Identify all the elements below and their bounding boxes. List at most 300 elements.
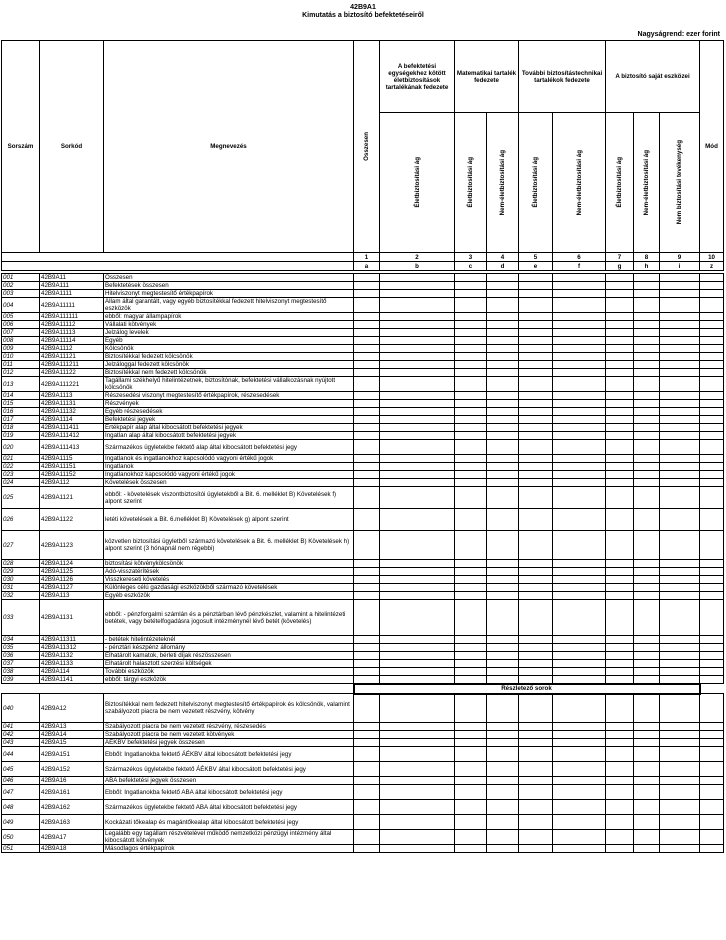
value-cell[interactable] xyxy=(487,290,519,298)
value-cell[interactable] xyxy=(455,584,487,592)
value-cell[interactable] xyxy=(519,479,553,487)
value-cell[interactable] xyxy=(660,676,700,684)
value-cell[interactable] xyxy=(455,731,487,739)
value-cell[interactable] xyxy=(553,416,606,424)
value-cell[interactable] xyxy=(487,723,519,731)
value-cell[interactable] xyxy=(553,471,606,479)
value-cell[interactable] xyxy=(354,636,380,644)
value-cell[interactable] xyxy=(634,785,660,800)
value-cell[interactable] xyxy=(380,290,455,298)
value-cell[interactable] xyxy=(455,424,487,432)
value-cell[interactable] xyxy=(660,576,700,584)
value-cell[interactable] xyxy=(634,592,660,600)
value-cell[interactable] xyxy=(553,592,606,600)
value-cell[interactable] xyxy=(455,274,487,282)
value-cell[interactable] xyxy=(519,455,553,463)
value-cell[interactable] xyxy=(634,531,660,560)
value-cell[interactable] xyxy=(700,676,724,684)
value-cell[interactable] xyxy=(519,369,553,377)
value-cell[interactable] xyxy=(380,747,455,762)
value-cell[interactable] xyxy=(700,440,724,455)
value-cell[interactable] xyxy=(700,471,724,479)
value-cell[interactable] xyxy=(380,652,455,660)
value-cell[interactable] xyxy=(487,800,519,815)
value-cell[interactable] xyxy=(634,584,660,592)
value-cell[interactable] xyxy=(487,424,519,432)
value-cell[interactable] xyxy=(354,762,380,777)
value-cell[interactable] xyxy=(606,337,634,345)
value-cell[interactable] xyxy=(660,785,700,800)
value-cell[interactable] xyxy=(700,531,724,560)
value-cell[interactable] xyxy=(700,568,724,576)
value-cell[interactable] xyxy=(455,361,487,369)
value-cell[interactable] xyxy=(660,353,700,361)
value-cell[interactable] xyxy=(634,345,660,353)
value-cell[interactable] xyxy=(660,377,700,392)
value-cell[interactable] xyxy=(380,592,455,600)
value-cell[interactable] xyxy=(354,800,380,815)
value-cell[interactable] xyxy=(380,644,455,652)
value-cell[interactable] xyxy=(487,777,519,785)
value-cell[interactable] xyxy=(634,290,660,298)
value-cell[interactable] xyxy=(606,815,634,830)
value-cell[interactable] xyxy=(519,576,553,584)
value-cell[interactable] xyxy=(700,600,724,636)
value-cell[interactable] xyxy=(553,694,606,723)
value-cell[interactable] xyxy=(634,845,660,853)
value-cell[interactable] xyxy=(606,353,634,361)
value-cell[interactable] xyxy=(487,432,519,440)
value-cell[interactable] xyxy=(380,531,455,560)
value-cell[interactable] xyxy=(519,440,553,455)
value-cell[interactable] xyxy=(354,777,380,785)
value-cell[interactable] xyxy=(519,777,553,785)
value-cell[interactable] xyxy=(660,830,700,845)
value-cell[interactable] xyxy=(487,668,519,676)
value-cell[interactable] xyxy=(700,479,724,487)
value-cell[interactable] xyxy=(606,416,634,424)
value-cell[interactable] xyxy=(660,762,700,777)
value-cell[interactable] xyxy=(487,592,519,600)
value-cell[interactable] xyxy=(660,652,700,660)
value-cell[interactable] xyxy=(487,739,519,747)
value-cell[interactable] xyxy=(455,313,487,321)
value-cell[interactable] xyxy=(487,274,519,282)
value-cell[interactable] xyxy=(354,298,380,313)
value-cell[interactable] xyxy=(354,290,380,298)
value-cell[interactable] xyxy=(487,531,519,560)
value-cell[interactable] xyxy=(455,830,487,845)
value-cell[interactable] xyxy=(660,290,700,298)
value-cell[interactable] xyxy=(380,313,455,321)
value-cell[interactable] xyxy=(455,600,487,636)
value-cell[interactable] xyxy=(606,652,634,660)
value-cell[interactable] xyxy=(700,290,724,298)
value-cell[interactable] xyxy=(380,676,455,684)
value-cell[interactable] xyxy=(606,329,634,337)
value-cell[interactable] xyxy=(700,337,724,345)
value-cell[interactable] xyxy=(700,416,724,424)
value-cell[interactable] xyxy=(455,560,487,568)
value-cell[interactable] xyxy=(354,600,380,636)
value-cell[interactable] xyxy=(455,592,487,600)
value-cell[interactable] xyxy=(634,676,660,684)
value-cell[interactable] xyxy=(487,584,519,592)
value-cell[interactable] xyxy=(606,747,634,762)
value-cell[interactable] xyxy=(553,408,606,416)
value-cell[interactable] xyxy=(700,282,724,290)
value-cell[interactable] xyxy=(553,313,606,321)
value-cell[interactable] xyxy=(487,369,519,377)
value-cell[interactable] xyxy=(487,282,519,290)
value-cell[interactable] xyxy=(553,584,606,592)
value-cell[interactable] xyxy=(487,694,519,723)
value-cell[interactable] xyxy=(455,668,487,676)
value-cell[interactable] xyxy=(354,644,380,652)
value-cell[interactable] xyxy=(553,762,606,777)
value-cell[interactable] xyxy=(455,785,487,800)
value-cell[interactable] xyxy=(634,282,660,290)
value-cell[interactable] xyxy=(660,432,700,440)
value-cell[interactable] xyxy=(606,290,634,298)
value-cell[interactable] xyxy=(380,576,455,584)
value-cell[interactable] xyxy=(380,463,455,471)
value-cell[interactable] xyxy=(634,652,660,660)
value-cell[interactable] xyxy=(634,600,660,636)
value-cell[interactable] xyxy=(606,584,634,592)
value-cell[interactable] xyxy=(519,636,553,644)
value-cell[interactable] xyxy=(455,509,487,531)
value-cell[interactable] xyxy=(519,361,553,369)
value-cell[interactable] xyxy=(487,408,519,416)
value-cell[interactable] xyxy=(380,353,455,361)
value-cell[interactable] xyxy=(606,568,634,576)
value-cell[interactable] xyxy=(634,471,660,479)
value-cell[interactable] xyxy=(634,321,660,329)
value-cell[interactable] xyxy=(354,815,380,830)
value-cell[interactable] xyxy=(606,739,634,747)
value-cell[interactable] xyxy=(606,668,634,676)
value-cell[interactable] xyxy=(455,471,487,479)
value-cell[interactable] xyxy=(380,568,455,576)
value-cell[interactable] xyxy=(487,353,519,361)
value-cell[interactable] xyxy=(660,660,700,668)
value-cell[interactable] xyxy=(606,440,634,455)
value-cell[interactable] xyxy=(380,329,455,337)
value-cell[interactable] xyxy=(606,830,634,845)
value-cell[interactable] xyxy=(634,455,660,463)
value-cell[interactable] xyxy=(660,668,700,676)
value-cell[interactable] xyxy=(354,392,380,400)
value-cell[interactable] xyxy=(553,361,606,369)
value-cell[interactable] xyxy=(553,644,606,652)
value-cell[interactable] xyxy=(634,377,660,392)
value-cell[interactable] xyxy=(660,329,700,337)
value-cell[interactable] xyxy=(354,668,380,676)
value-cell[interactable] xyxy=(606,723,634,731)
value-cell[interactable] xyxy=(354,739,380,747)
value-cell[interactable] xyxy=(553,600,606,636)
value-cell[interactable] xyxy=(487,815,519,830)
value-cell[interactable] xyxy=(553,369,606,377)
value-cell[interactable] xyxy=(634,815,660,830)
value-cell[interactable] xyxy=(354,329,380,337)
value-cell[interactable] xyxy=(354,353,380,361)
value-cell[interactable] xyxy=(634,762,660,777)
value-cell[interactable] xyxy=(380,369,455,377)
value-cell[interactable] xyxy=(634,660,660,668)
value-cell[interactable] xyxy=(634,369,660,377)
value-cell[interactable] xyxy=(354,440,380,455)
value-cell[interactable] xyxy=(660,584,700,592)
value-cell[interactable] xyxy=(380,668,455,676)
value-cell[interactable] xyxy=(700,739,724,747)
value-cell[interactable] xyxy=(660,408,700,416)
value-cell[interactable] xyxy=(634,392,660,400)
value-cell[interactable] xyxy=(634,568,660,576)
value-cell[interactable] xyxy=(380,660,455,668)
value-cell[interactable] xyxy=(380,800,455,815)
value-cell[interactable] xyxy=(660,455,700,463)
value-cell[interactable] xyxy=(660,644,700,652)
value-cell[interactable] xyxy=(700,845,724,853)
value-cell[interactable] xyxy=(519,487,553,509)
value-cell[interactable] xyxy=(354,694,380,723)
value-cell[interactable] xyxy=(634,723,660,731)
value-cell[interactable] xyxy=(380,298,455,313)
value-cell[interactable] xyxy=(700,361,724,369)
value-cell[interactable] xyxy=(700,509,724,531)
value-cell[interactable] xyxy=(606,636,634,644)
value-cell[interactable] xyxy=(380,777,455,785)
value-cell[interactable] xyxy=(553,509,606,531)
value-cell[interactable] xyxy=(455,568,487,576)
value-cell[interactable] xyxy=(380,337,455,345)
value-cell[interactable] xyxy=(487,830,519,845)
value-cell[interactable] xyxy=(700,455,724,463)
value-cell[interactable] xyxy=(380,282,455,290)
value-cell[interactable] xyxy=(700,377,724,392)
value-cell[interactable] xyxy=(634,644,660,652)
value-cell[interactable] xyxy=(660,369,700,377)
value-cell[interactable] xyxy=(700,731,724,739)
value-cell[interactable] xyxy=(380,487,455,509)
value-cell[interactable] xyxy=(455,353,487,361)
value-cell[interactable] xyxy=(634,777,660,785)
value-cell[interactable] xyxy=(606,487,634,509)
value-cell[interactable] xyxy=(455,739,487,747)
value-cell[interactable] xyxy=(553,479,606,487)
value-cell[interactable] xyxy=(519,313,553,321)
value-cell[interactable] xyxy=(354,455,380,463)
value-cell[interactable] xyxy=(700,345,724,353)
value-cell[interactable] xyxy=(634,337,660,345)
value-cell[interactable] xyxy=(354,660,380,668)
value-cell[interactable] xyxy=(553,337,606,345)
value-cell[interactable] xyxy=(487,568,519,576)
value-cell[interactable] xyxy=(553,845,606,853)
value-cell[interactable] xyxy=(487,400,519,408)
value-cell[interactable] xyxy=(553,830,606,845)
value-cell[interactable] xyxy=(354,568,380,576)
value-cell[interactable] xyxy=(354,584,380,592)
value-cell[interactable] xyxy=(660,800,700,815)
value-cell[interactable] xyxy=(354,531,380,560)
value-cell[interactable] xyxy=(455,723,487,731)
value-cell[interactable] xyxy=(354,560,380,568)
value-cell[interactable] xyxy=(354,723,380,731)
value-cell[interactable] xyxy=(700,723,724,731)
value-cell[interactable] xyxy=(487,392,519,400)
value-cell[interactable] xyxy=(354,731,380,739)
value-cell[interactable] xyxy=(660,739,700,747)
value-cell[interactable] xyxy=(380,392,455,400)
value-cell[interactable] xyxy=(553,800,606,815)
value-cell[interactable] xyxy=(634,463,660,471)
value-cell[interactable] xyxy=(660,321,700,329)
value-cell[interactable] xyxy=(700,329,724,337)
value-cell[interactable] xyxy=(606,400,634,408)
value-cell[interactable] xyxy=(606,531,634,560)
value-cell[interactable] xyxy=(634,694,660,723)
value-cell[interactable] xyxy=(354,369,380,377)
value-cell[interactable] xyxy=(606,369,634,377)
value-cell[interactable] xyxy=(700,313,724,321)
value-cell[interactable] xyxy=(519,762,553,777)
value-cell[interactable] xyxy=(380,845,455,853)
value-cell[interactable] xyxy=(553,329,606,337)
value-cell[interactable] xyxy=(487,600,519,636)
value-cell[interactable] xyxy=(606,576,634,584)
value-cell[interactable] xyxy=(487,345,519,353)
value-cell[interactable] xyxy=(455,531,487,560)
value-cell[interactable] xyxy=(634,560,660,568)
value-cell[interactable] xyxy=(354,337,380,345)
value-cell[interactable] xyxy=(553,377,606,392)
value-cell[interactable] xyxy=(519,830,553,845)
value-cell[interactable] xyxy=(553,531,606,560)
value-cell[interactable] xyxy=(519,424,553,432)
value-cell[interactable] xyxy=(455,298,487,313)
value-cell[interactable] xyxy=(487,676,519,684)
value-cell[interactable] xyxy=(700,576,724,584)
value-cell[interactable] xyxy=(553,739,606,747)
value-cell[interactable] xyxy=(519,345,553,353)
value-cell[interactable] xyxy=(606,560,634,568)
value-cell[interactable] xyxy=(380,694,455,723)
value-cell[interactable] xyxy=(634,731,660,739)
value-cell[interactable] xyxy=(700,777,724,785)
value-cell[interactable] xyxy=(354,377,380,392)
value-cell[interactable] xyxy=(553,455,606,463)
value-cell[interactable] xyxy=(487,576,519,584)
value-cell[interactable] xyxy=(700,298,724,313)
value-cell[interactable] xyxy=(553,290,606,298)
value-cell[interactable] xyxy=(487,377,519,392)
value-cell[interactable] xyxy=(487,845,519,853)
value-cell[interactable] xyxy=(660,337,700,345)
value-cell[interactable] xyxy=(634,668,660,676)
value-cell[interactable] xyxy=(380,830,455,845)
value-cell[interactable] xyxy=(455,369,487,377)
value-cell[interactable] xyxy=(519,416,553,424)
value-cell[interactable] xyxy=(606,392,634,400)
value-cell[interactable] xyxy=(487,479,519,487)
value-cell[interactable] xyxy=(455,377,487,392)
value-cell[interactable] xyxy=(519,723,553,731)
value-cell[interactable] xyxy=(700,321,724,329)
value-cell[interactable] xyxy=(634,440,660,455)
value-cell[interactable] xyxy=(634,416,660,424)
value-cell[interactable] xyxy=(455,416,487,424)
value-cell[interactable] xyxy=(354,432,380,440)
value-cell[interactable] xyxy=(455,845,487,853)
value-cell[interactable] xyxy=(660,568,700,576)
value-cell[interactable] xyxy=(455,694,487,723)
value-cell[interactable] xyxy=(634,487,660,509)
value-cell[interactable] xyxy=(553,815,606,830)
value-cell[interactable] xyxy=(354,282,380,290)
value-cell[interactable] xyxy=(606,509,634,531)
value-cell[interactable] xyxy=(519,739,553,747)
value-cell[interactable] xyxy=(553,660,606,668)
value-cell[interactable] xyxy=(487,747,519,762)
value-cell[interactable] xyxy=(380,636,455,644)
value-cell[interactable] xyxy=(553,777,606,785)
value-cell[interactable] xyxy=(606,731,634,739)
value-cell[interactable] xyxy=(380,432,455,440)
value-cell[interactable] xyxy=(487,487,519,509)
value-cell[interactable] xyxy=(487,361,519,369)
value-cell[interactable] xyxy=(380,723,455,731)
value-cell[interactable] xyxy=(606,694,634,723)
value-cell[interactable] xyxy=(487,440,519,455)
value-cell[interactable] xyxy=(606,777,634,785)
value-cell[interactable] xyxy=(455,747,487,762)
value-cell[interactable] xyxy=(519,298,553,313)
value-cell[interactable] xyxy=(354,479,380,487)
value-cell[interactable] xyxy=(354,345,380,353)
value-cell[interactable] xyxy=(519,560,553,568)
value-cell[interactable] xyxy=(519,568,553,576)
value-cell[interactable] xyxy=(660,747,700,762)
value-cell[interactable] xyxy=(660,274,700,282)
value-cell[interactable] xyxy=(660,479,700,487)
value-cell[interactable] xyxy=(634,576,660,584)
value-cell[interactable] xyxy=(700,762,724,777)
value-cell[interactable] xyxy=(660,600,700,636)
value-cell[interactable] xyxy=(634,353,660,361)
value-cell[interactable] xyxy=(553,321,606,329)
value-cell[interactable] xyxy=(519,731,553,739)
value-cell[interactable] xyxy=(606,676,634,684)
value-cell[interactable] xyxy=(487,652,519,660)
value-cell[interactable] xyxy=(380,361,455,369)
value-cell[interactable] xyxy=(380,274,455,282)
value-cell[interactable] xyxy=(380,739,455,747)
value-cell[interactable] xyxy=(660,723,700,731)
value-cell[interactable] xyxy=(487,337,519,345)
value-cell[interactable] xyxy=(553,424,606,432)
value-cell[interactable] xyxy=(519,329,553,337)
value-cell[interactable] xyxy=(606,660,634,668)
value-cell[interactable] xyxy=(487,416,519,424)
value-cell[interactable] xyxy=(380,762,455,777)
value-cell[interactable] xyxy=(660,777,700,785)
value-cell[interactable] xyxy=(455,762,487,777)
value-cell[interactable] xyxy=(700,463,724,471)
value-cell[interactable] xyxy=(455,455,487,463)
